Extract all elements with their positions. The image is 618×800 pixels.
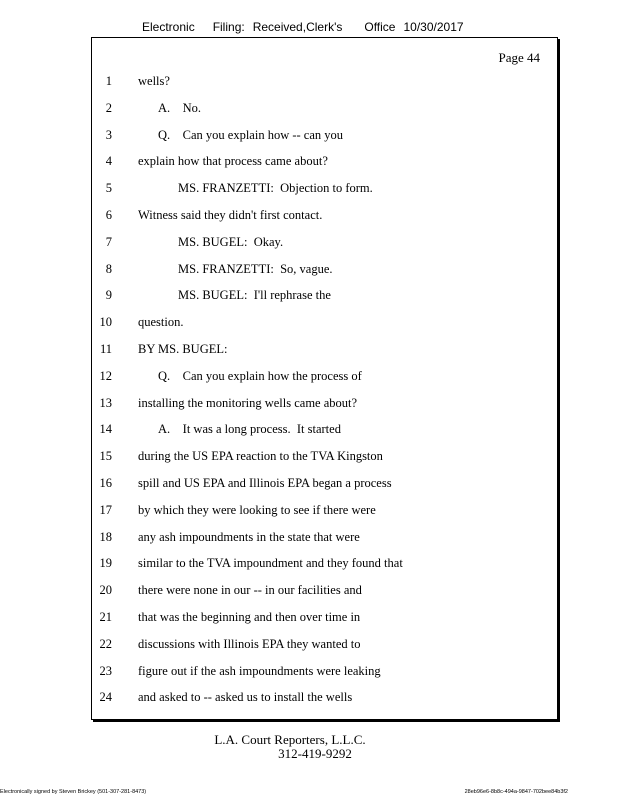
line-text: there were none in our -- in our facilities and (138, 583, 362, 598)
line-number: 9 (105, 288, 112, 303)
line-number: 8 (105, 261, 112, 276)
transcript-line (92, 369, 557, 389)
line-text: discussions with Illinois EPA they wanted to (138, 636, 361, 651)
transcript-line (92, 315, 557, 335)
transcript-line (92, 664, 557, 684)
transcript-line (92, 208, 557, 228)
line-number: 14 (99, 422, 112, 437)
line-text: similar to the TVA impoundment and they found that (138, 556, 403, 571)
line-text: figure out if the ash impoundments were leaking (138, 663, 381, 678)
line-number: 15 (99, 449, 112, 464)
line-number: 1 (105, 74, 112, 88)
line-text: MS. FRANZETTI: So, vague. (178, 261, 333, 276)
line-text: BY MS. BUGEL: (138, 342, 228, 356)
line-number: 20 (99, 583, 112, 598)
line-number: 17 (99, 502, 112, 517)
transcript-line (92, 342, 557, 362)
line-text: during the US EPA reaction to the TVA Kingston (138, 449, 383, 464)
transcript-line (92, 583, 557, 603)
page-number: Page 44 (498, 50, 540, 65)
transcript-line (92, 396, 557, 416)
transcript-page (91, 37, 558, 720)
line-text: Witness said they didn't first contact. (138, 208, 323, 222)
transcript-line (92, 181, 557, 201)
line-number: 13 (99, 395, 112, 410)
line-number: 2 (105, 100, 112, 115)
transcript-line (92, 262, 557, 282)
transcript-line (92, 235, 557, 255)
transcript-line (92, 288, 557, 308)
line-text: Q. Can you explain how the process of (158, 368, 362, 383)
line-number: 22 (99, 636, 112, 651)
filing-stamp-office: Office (364, 20, 396, 34)
line-number: 5 (105, 181, 112, 196)
line-text: A. No. (158, 100, 202, 115)
line-text: any ash impoundments in the state that were (138, 529, 360, 544)
line-text: by which they were looking to see if there were (138, 502, 376, 517)
line-number: 12 (99, 368, 112, 383)
line-number: 7 (105, 234, 112, 249)
transcript-line (92, 74, 557, 94)
filing-stamp-filing: Filing: (212, 20, 245, 34)
transcript-line (92, 154, 557, 174)
line-number: 16 (99, 476, 112, 490)
line-text: explain how that process came about? (138, 154, 328, 169)
line-text: and asked to -- asked us to install the wells (138, 690, 353, 705)
line-number: 19 (99, 556, 112, 571)
document-hash: 28eb96e6-8b8c-494a-9847-702bee84b3f2 (464, 789, 568, 795)
line-text: MS. BUGEL: Okay. (178, 234, 284, 249)
line-number: 6 (105, 208, 112, 222)
court-reporter-phone: 312-419-9292 (278, 746, 352, 761)
transcript-line (92, 101, 557, 121)
transcript-line (92, 422, 557, 442)
transcript-line (92, 637, 557, 657)
line-number: 23 (99, 663, 112, 678)
line-number: 11 (99, 342, 112, 356)
transcript-line (92, 690, 557, 710)
transcript-line (92, 449, 557, 469)
line-text: MS. FRANZETTI: Objection to form. (178, 181, 373, 196)
transcript-line (92, 556, 557, 576)
filing-stamp-date: 10/30/2017 (403, 20, 464, 34)
line-text: spill and US EPA and Illinois EPA began a process (138, 476, 392, 490)
line-text: A. It was a long process. It started (158, 422, 341, 437)
line-number: 10 (99, 315, 112, 330)
line-number: 24 (99, 690, 112, 705)
line-text: question. (138, 315, 184, 330)
line-text: wells? (138, 74, 170, 88)
electronic-signature: Electronically signed by Steven Brickey (501-307-281-8473) (0, 789, 147, 795)
line-number: 18 (99, 529, 112, 544)
filing-stamp-received: Received,Clerk's (252, 20, 343, 34)
line-text: that was the beginning and then over time in (138, 610, 361, 624)
transcript-line (92, 476, 557, 496)
line-number: 21 (99, 610, 112, 624)
transcript-line (92, 610, 557, 630)
line-text: MS. BUGEL: I'll rephrase the (178, 288, 331, 303)
line-text: Q. Can you explain how -- can you (158, 127, 344, 142)
line-text: installing the monitoring wells came about? (138, 395, 358, 410)
line-number: 4 (105, 154, 112, 169)
transcript-line (92, 128, 557, 148)
transcript-line (92, 530, 557, 550)
transcript-line (92, 503, 557, 523)
filing-stamp (142, 20, 464, 34)
court-reporter-name: L.A. Court Reporters, L.L.C. (214, 732, 366, 747)
line-number: 3 (105, 127, 112, 142)
filing-stamp-electronic: Electronic (142, 20, 195, 34)
